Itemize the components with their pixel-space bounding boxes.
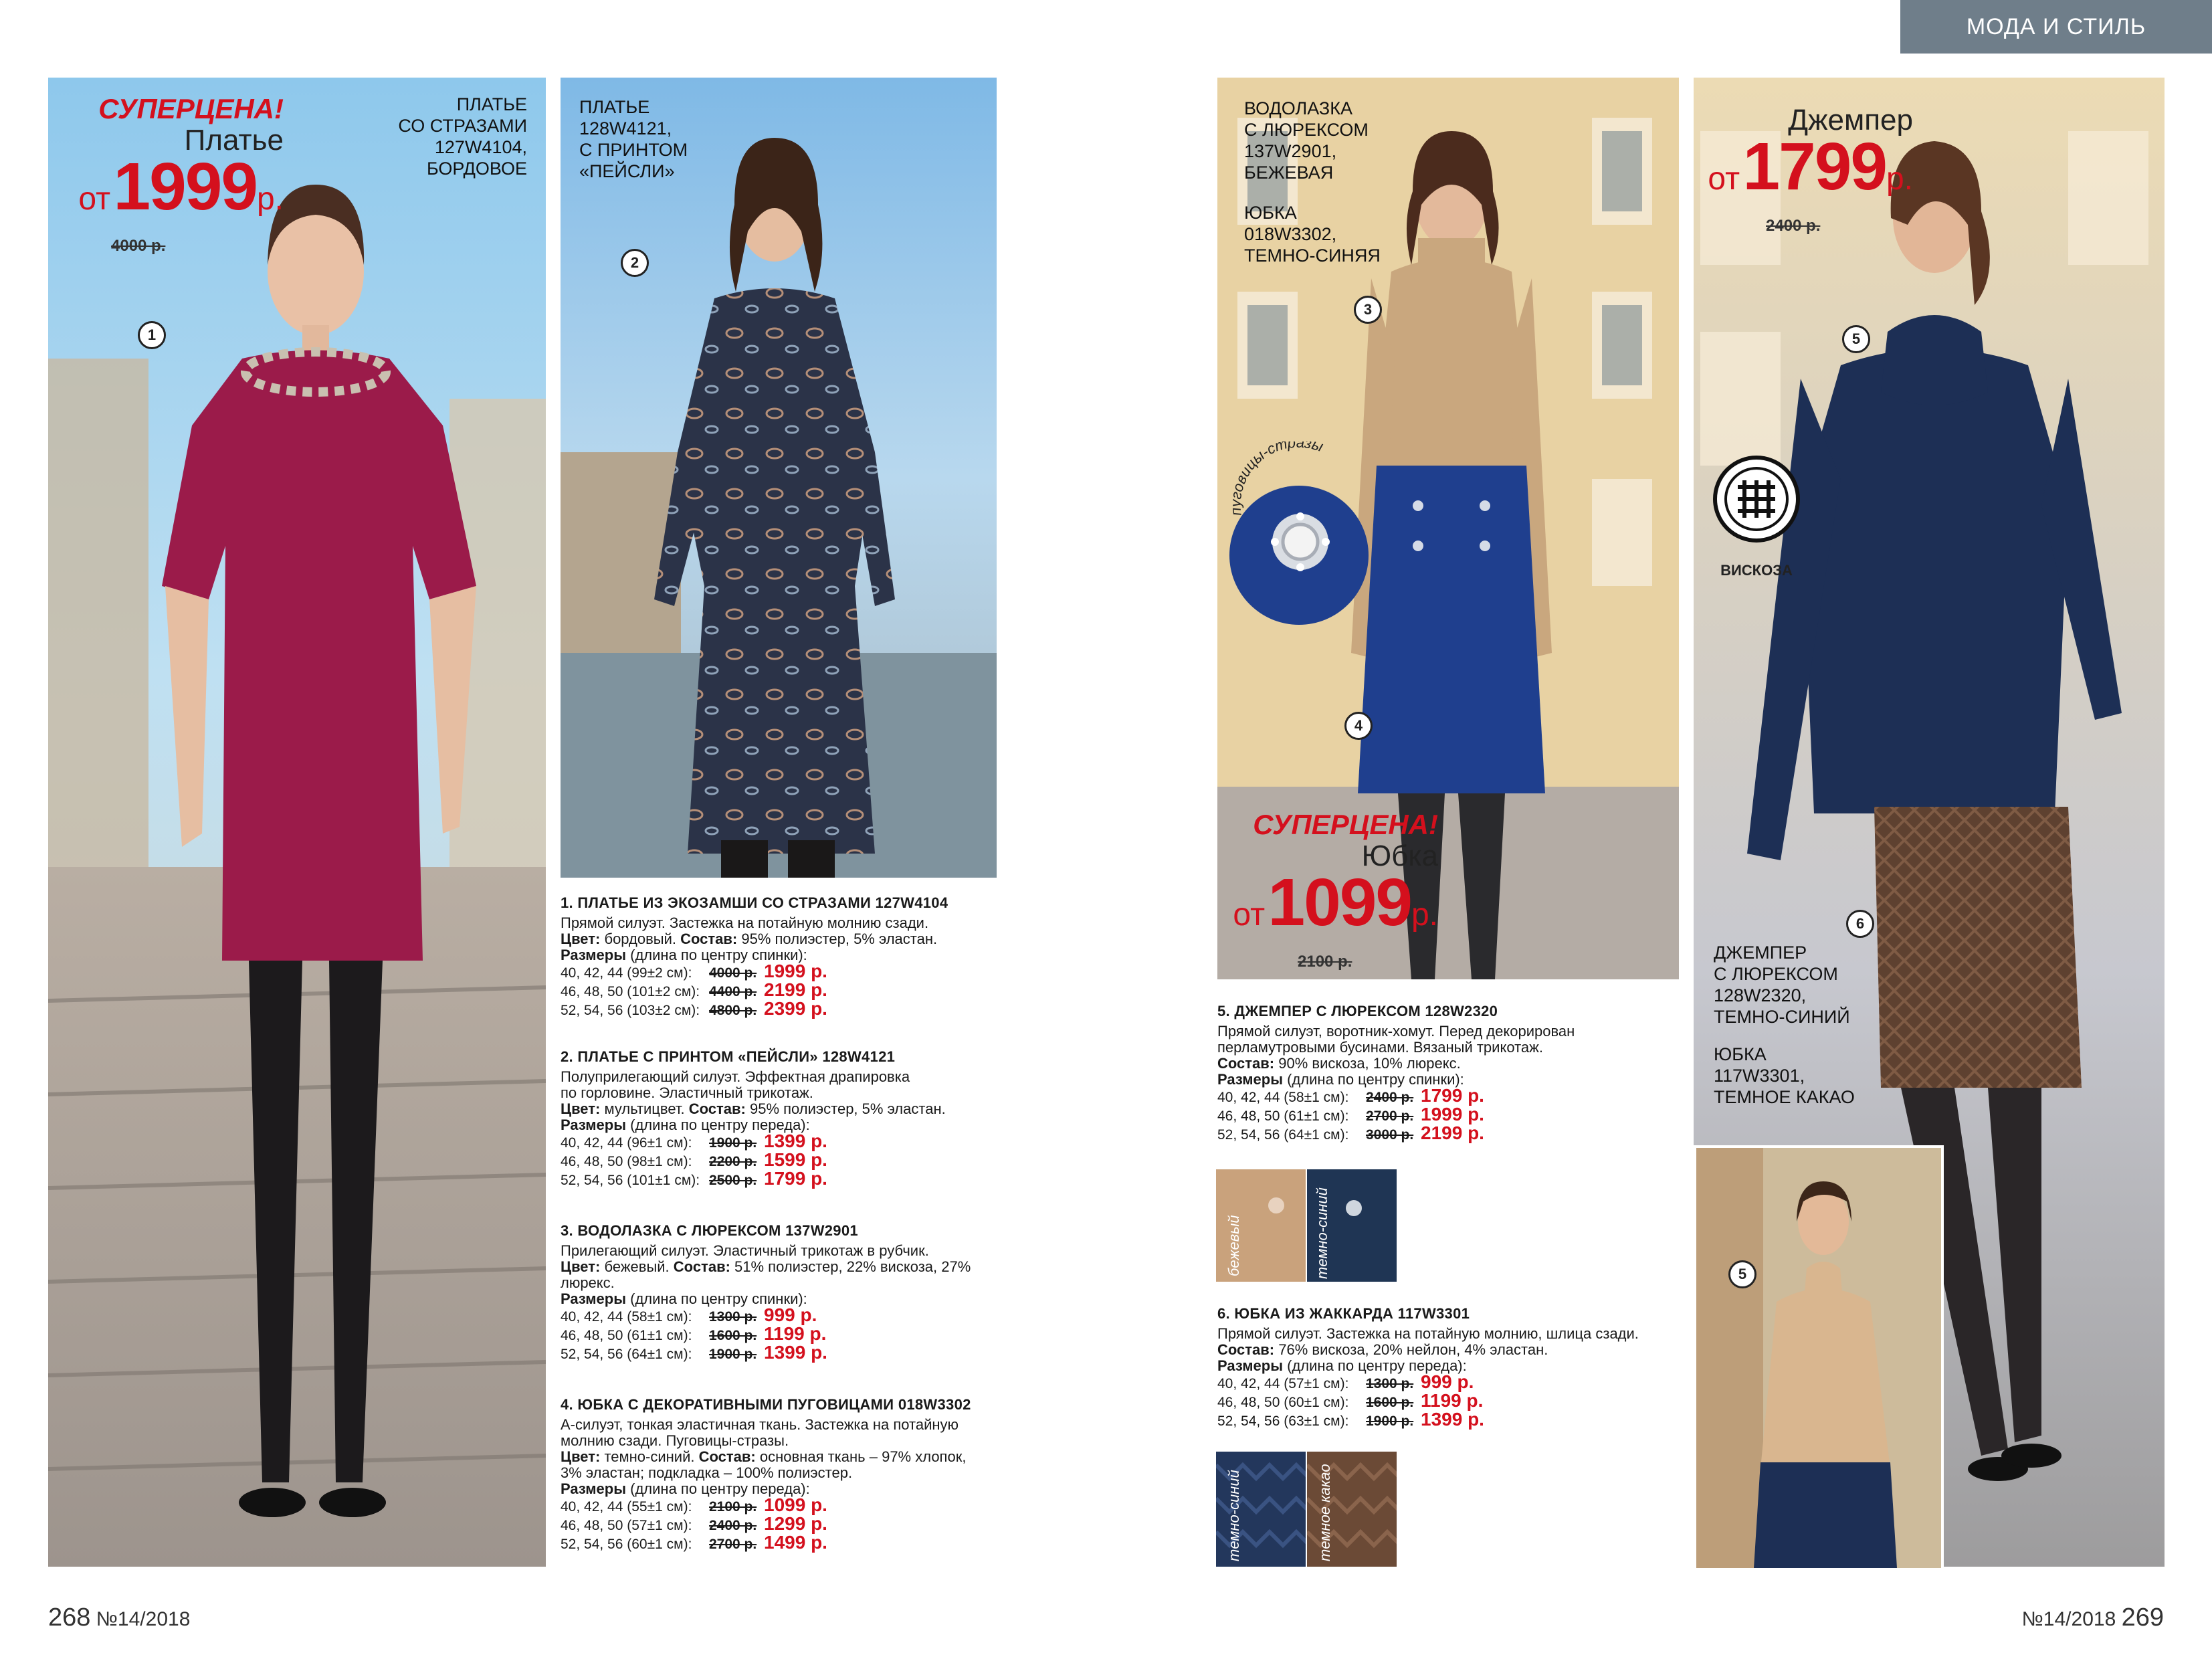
- rhinestone-button-badge: [1221, 442, 1373, 636]
- old-price: 1600 р.: [709, 1328, 757, 1343]
- size-range: 52, 54, 56 (63±1 см):: [1217, 1413, 1349, 1429]
- old-price: 2100 р.: [709, 1499, 757, 1515]
- photo-burgundy-dress: [48, 78, 546, 1567]
- section-header: МОДА И СТИЛЬ: [1900, 0, 2212, 54]
- viscose-badge: [1710, 452, 1803, 583]
- swatch-label: темно-синий: [1225, 1470, 1242, 1561]
- product-title: 4. ЮБКА С ДЕКОРАТИВНЫМИ ПУГОВИЦАМИ 018W3302: [561, 1396, 971, 1413]
- price-currency: р.: [1886, 161, 1913, 197]
- product-desc-line: молнию сзади. Пуговицы-стразы.: [561, 1432, 789, 1449]
- size-range: 46, 48, 50 (98±1 см):: [561, 1154, 692, 1169]
- caption-line: ПЛАТЬЕ: [456, 94, 527, 114]
- caption-line: ТЕМНОЕ КАКАО: [1714, 1087, 1855, 1107]
- size-range: 46, 48, 50 (57±1 см):: [561, 1518, 692, 1533]
- sizes-note: (длина по центру переда):: [626, 1480, 810, 1497]
- new-price: 1399 р.: [1421, 1409, 1484, 1430]
- caption-line: ТЕМНО-СИНЯЯ: [1244, 246, 1381, 266]
- new-price: 2199 р.: [764, 979, 827, 1000]
- new-price: 1199 р.: [764, 1323, 827, 1344]
- item-marker-6: 6: [1846, 910, 1874, 938]
- composition-value: 90% вискоза, 10% люрекс.: [1274, 1055, 1461, 1072]
- composition-label: Состав:: [688, 1100, 746, 1117]
- sizes-label: Размеры: [561, 947, 627, 963]
- old-price: 3000 р.: [1366, 1127, 1414, 1143]
- size-range: 46, 48, 50 (60±1 см):: [1217, 1395, 1349, 1410]
- item-marker-5-inset: 5: [1728, 1260, 1756, 1288]
- sizes-note: (длина по центру переда):: [626, 1116, 810, 1133]
- sizes-label: Размеры: [561, 1480, 627, 1497]
- sizes-note: (длина по центру переда):: [1283, 1357, 1467, 1374]
- caption-line: ПЛАТЬЕ: [579, 97, 650, 117]
- sizes-label: Размеры: [1217, 1357, 1284, 1374]
- swatch-label: темно-синий: [1314, 1187, 1330, 1279]
- price-currency: р.: [1411, 897, 1438, 933]
- composition-value: основная ткань – 97% хлопок, 3% эластан; подкладка – 100% полиэстер.: [561, 1448, 967, 1481]
- new-price: 1799 р.: [764, 1168, 827, 1189]
- new-price: 1499 р.: [764, 1532, 827, 1553]
- promo-super-label: СУПЕРЦЕНА!: [98, 93, 284, 124]
- caption-line: СО СТРАЗАМИ: [398, 116, 527, 136]
- viscose-label: ВИСКОЗА: [1720, 562, 1793, 579]
- promo-item: Платье: [184, 124, 284, 157]
- product-color-composition: [1217, 1342, 1672, 1358]
- sizes-label: Размеры: [561, 1290, 627, 1307]
- new-price: 1199 р.: [1421, 1390, 1484, 1411]
- price-prefix: от: [1708, 161, 1740, 197]
- new-price: 999 р.: [764, 1304, 817, 1325]
- caption-line: С ПРИНТОМ: [579, 140, 688, 160]
- caption-skirt-navy: [1244, 202, 1391, 266]
- caption-line: ЮБКА: [1244, 203, 1297, 223]
- issue-num: №14/2018: [96, 1608, 191, 1630]
- old-price: 4800 р.: [709, 1003, 757, 1018]
- item-marker-5: 5: [1842, 325, 1870, 353]
- caption-line: БОРДОВОЕ: [426, 159, 527, 179]
- price-prefix: от: [1233, 897, 1266, 933]
- promo-jumper: [1692, 104, 1913, 235]
- caption-line: ЮБКА: [1714, 1044, 1767, 1064]
- product-desc-line: Прямой силуэт. Застежка на потайную молнию, шлица сзади.: [1217, 1325, 1639, 1342]
- old-price: 4400 р.: [709, 984, 757, 999]
- composition-label: Состав:: [1217, 1055, 1275, 1072]
- product-description-1: [561, 895, 989, 1019]
- color-value: мультицвет.: [600, 1100, 689, 1117]
- composition-label: Состав:: [673, 1258, 730, 1275]
- color-label: Цвет:: [561, 1448, 601, 1465]
- swatch-skirt-navy: [1216, 1452, 1306, 1567]
- caption-line: ДЖЕМПЕР: [1714, 943, 1807, 963]
- color-label: Цвет:: [561, 931, 601, 947]
- size-price-row: [561, 1342, 989, 1363]
- size-price-row: [561, 1168, 989, 1189]
- caption-dress-2: [579, 96, 713, 182]
- sizes-note: (длина по центру спинки):: [626, 947, 807, 963]
- product-description-4: [561, 1397, 989, 1553]
- product-desc-line: Прямой силуэт. Застежка на потайную молнию сзади.: [561, 914, 929, 931]
- item-marker-2: 2: [621, 249, 649, 277]
- old-price: 2700 р.: [1366, 1108, 1414, 1124]
- old-price: 2400 р.: [709, 1518, 757, 1533]
- color-value: темно-синий.: [600, 1448, 699, 1465]
- swatch-jumper-navy: [1307, 1169, 1397, 1282]
- size-range: 52, 54, 56 (64±1 см):: [1217, 1127, 1349, 1143]
- sizes-note: (длина по центру спинки):: [1283, 1071, 1464, 1088]
- page-number-right: [2022, 1603, 2164, 1632]
- promo-item: Джемпер: [1788, 104, 1913, 136]
- product-description-3: [561, 1223, 989, 1363]
- old-price: 2500 р.: [709, 1173, 757, 1188]
- promo-super-label: СУПЕРЦЕНА!: [1253, 809, 1438, 840]
- promo-old-price: 4000 р.: [111, 237, 166, 255]
- swatch-jumper-beige: [1216, 1169, 1306, 1282]
- caption-line: «ПЕЙСЛИ»: [579, 161, 675, 181]
- size-range: 40, 42, 44 (58±1 см):: [561, 1309, 692, 1325]
- price-value: 1799: [1742, 129, 1886, 204]
- product-title: 2. ПЛАТЬЕ С ПРИНТОМ «ПЕЙСЛИ» 128W4121: [561, 1048, 896, 1065]
- photo-jumper-beige-inset: [1694, 1145, 1944, 1571]
- product-desc-line: перламутровыми бусинами. Вязаный трикотаж.: [1217, 1039, 1543, 1056]
- old-price: 1300 р.: [1366, 1376, 1414, 1391]
- color-label: Цвет:: [561, 1100, 601, 1117]
- sizes-label: Размеры: [561, 1116, 627, 1133]
- product-description-5: [1217, 1003, 1672, 1144]
- caption-line: 127W4104,: [434, 137, 527, 157]
- composition-value: 95% полиэстер, 5% эластан.: [737, 931, 938, 947]
- composition-label: Состав:: [1217, 1341, 1275, 1358]
- item-marker-4: 4: [1344, 712, 1373, 740]
- page-num: 268: [48, 1603, 91, 1632]
- new-price: 1999 р.: [764, 961, 827, 981]
- product-title: 6. ЮБКА ИЗ ЖАККАРДА 117W3301: [1217, 1305, 1470, 1322]
- product-desc-line: А-силуэт, тонкая эластичная ткань. Застежка на потайную: [561, 1416, 959, 1433]
- price-value: 1099: [1268, 865, 1411, 940]
- product-color-composition: [561, 931, 989, 947]
- badge-arc-text: пуговицы-стразы: [1227, 442, 1326, 517]
- product-description-2: [561, 1049, 989, 1189]
- sizes-label: Размеры: [1217, 1071, 1284, 1088]
- swatch-label: темное какао: [1316, 1464, 1333, 1561]
- size-price-row: [561, 1532, 989, 1553]
- caption-jumper: [1714, 942, 1868, 1028]
- product-desc-line: Прилегающий силуэт. Эластичный трикотаж в рубчик.: [561, 1242, 929, 1259]
- old-price: 4000 р.: [709, 965, 757, 981]
- product-title: 1. ПЛАТЬЕ ИЗ ЭКОЗАМШИ СО СТРАЗАМИ 127W4104: [561, 894, 948, 911]
- page-number-left: [48, 1603, 190, 1632]
- caption-line: 128W2320,: [1714, 985, 1807, 1005]
- item-marker-1: 1: [138, 321, 166, 349]
- new-price: 2399 р.: [764, 998, 827, 1019]
- size-range: 46, 48, 50 (61±1 см):: [561, 1328, 692, 1343]
- promo-item: Юбка: [1361, 840, 1438, 872]
- promo-price: [1692, 129, 1913, 217]
- color-value: бежевый.: [600, 1258, 674, 1275]
- caption-line: БЕЖЕВАЯ: [1244, 163, 1334, 183]
- caption-turtleneck: [1244, 98, 1391, 183]
- caption-line: ВОДОЛАЗКА: [1244, 98, 1352, 118]
- item-marker-3: 3: [1354, 296, 1382, 324]
- page-num: 269: [2121, 1603, 2164, 1632]
- caption-line: С ЛЮРЕКСОМ: [1244, 120, 1369, 140]
- size-range: 40, 42, 44 (99±2 см):: [561, 965, 692, 981]
- caption-line: 137W2901,: [1244, 141, 1337, 161]
- size-price-row: [561, 998, 989, 1019]
- price-value: 1999: [113, 149, 257, 224]
- size-range: 52, 54, 56 (60±1 см):: [561, 1537, 692, 1552]
- caption-line: С ЛЮРЕКСОМ: [1714, 964, 1838, 984]
- promo-old-price: 2100 р.: [1298, 953, 1352, 971]
- old-price: 1900 р.: [709, 1135, 757, 1151]
- new-price: 1799 р.: [1421, 1085, 1484, 1106]
- size-range: 52, 54, 56 (101±1 см):: [561, 1173, 700, 1188]
- old-price: 1900 р.: [709, 1347, 757, 1362]
- size-range: 46, 48, 50 (101±2 см):: [561, 984, 700, 999]
- old-price: 1300 р.: [709, 1309, 757, 1325]
- size-range: 40, 42, 44 (96±1 см):: [561, 1135, 692, 1151]
- sizes-note: (длина по центру спинки):: [626, 1290, 807, 1307]
- size-range: 52, 54, 56 (103±2 см):: [561, 1003, 700, 1018]
- product-color-composition: [561, 1259, 989, 1291]
- new-price: 1399 р.: [764, 1342, 827, 1363]
- new-price: 999 р.: [1421, 1371, 1474, 1392]
- caption-line: ТЕМНО-СИНИЙ: [1714, 1007, 1850, 1027]
- promo-old-price: 2400 р.: [1766, 217, 1821, 235]
- swatch-label: бежевый: [1225, 1215, 1242, 1276]
- composition-value: 51% полиэстер, 22% вискоза, 27% люрекс.: [561, 1258, 971, 1291]
- color-label: Цвет:: [561, 1258, 601, 1275]
- issue-num: №14/2018: [2021, 1608, 2116, 1630]
- composition-label: Состав:: [698, 1448, 756, 1465]
- old-price: 2200 р.: [709, 1154, 757, 1169]
- size-price-row: [1217, 1125, 1672, 1144]
- composition-label: Состав:: [680, 931, 738, 947]
- old-price: 1900 р.: [1366, 1413, 1414, 1429]
- promo-skirt: [1217, 809, 1438, 971]
- size-range: 40, 42, 44 (55±1 см):: [561, 1499, 692, 1515]
- new-price: 1299 р.: [764, 1513, 827, 1534]
- caption-line: 117W3301,: [1714, 1066, 1805, 1086]
- new-price: 2199 р.: [1421, 1123, 1484, 1143]
- caption-skirt-cocoa: [1714, 1044, 1868, 1108]
- promo-price: [1217, 865, 1438, 953]
- size-range: 40, 42, 44 (58±1 см):: [1217, 1090, 1349, 1105]
- price-currency: р.: [256, 181, 284, 217]
- new-price: 1399 р.: [764, 1131, 827, 1151]
- color-value: бордовый.: [600, 931, 681, 947]
- photo-paisley-dress: [561, 78, 997, 878]
- product-color-composition: [561, 1101, 989, 1117]
- caption-line: 018W3302,: [1244, 224, 1337, 244]
- product-color-composition: [561, 1449, 989, 1481]
- old-price: 2700 р.: [709, 1537, 757, 1552]
- new-price: 1999 р.: [1421, 1104, 1484, 1125]
- caption-dress-1: [375, 94, 527, 179]
- promo-dress: [56, 94, 284, 256]
- price-prefix: от: [78, 181, 111, 217]
- old-price: 1600 р.: [1366, 1395, 1414, 1410]
- size-range: 46, 48, 50 (61±1 см):: [1217, 1108, 1349, 1124]
- size-range: 40, 42, 44 (57±1 см):: [1217, 1376, 1349, 1391]
- promo-price: [56, 149, 284, 237]
- composition-value: 95% полиэстер, 5% эластан.: [745, 1100, 946, 1117]
- product-title: 5. ДЖЕМПЕР С ЛЮРЕКСОМ 128W2320: [1217, 1003, 1498, 1019]
- product-title: 3. ВОДОЛАЗКА С ЛЮРЕКСОМ 137W2901: [561, 1222, 858, 1239]
- product-desc-line: Полуприлегающий силуэт. Эффектная драпировка: [561, 1068, 910, 1085]
- composition-value: 76% вискоза, 20% нейлон, 4% эластан.: [1274, 1341, 1548, 1358]
- caption-line: 128W4121,: [579, 118, 672, 138]
- product-desc-line: Прямой силуэт, воротник-хомут. Перед декорирован: [1217, 1023, 1575, 1040]
- product-desc-line: по горловине. Эластичный трикотаж.: [561, 1084, 813, 1101]
- old-price: 2400 р.: [1366, 1090, 1414, 1105]
- new-price: 1599 р.: [764, 1149, 827, 1170]
- product-color-composition: [1217, 1056, 1672, 1072]
- size-price-row: [1217, 1411, 1672, 1430]
- size-range: 52, 54, 56 (64±1 см):: [561, 1347, 692, 1362]
- swatch-skirt-cocoa: [1307, 1452, 1397, 1567]
- product-description-6: [1217, 1306, 1672, 1430]
- new-price: 1099 р.: [764, 1494, 827, 1515]
